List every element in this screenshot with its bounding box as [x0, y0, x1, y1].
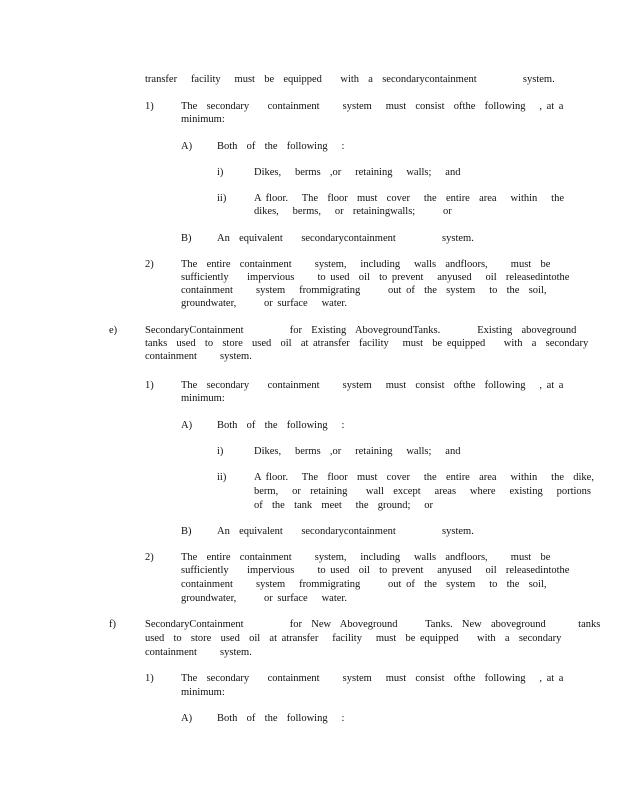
subitem-letter: B)	[181, 526, 192, 537]
item-text-line: minimum:	[181, 393, 225, 404]
section-text-line: tanks used to store used oil at atransfer facility must be equipped with a secondary	[145, 338, 589, 349]
roman-text-line: berm, or retaining wall except areas where existing portions	[254, 486, 591, 497]
item-text-line: The secondary containment system must consist ofthe following , at a	[181, 673, 564, 684]
roman-number: ii)	[217, 472, 227, 483]
subitem-letter: B)	[181, 233, 192, 244]
roman-text-line: dikes, berms, or retainingwalls; or	[254, 206, 452, 217]
subitem-text: Both of the following :	[217, 713, 345, 724]
item-number: 1)	[145, 101, 154, 112]
intro-text-line: transfer facility must be equipped with a secondarycontainment system.	[145, 74, 555, 85]
subitem-letter: A)	[181, 420, 193, 431]
item-text-line: containment system frommigrating out of the system to the soil,	[181, 285, 547, 296]
roman-text-line: Dikes, berms ,or retaining walls; and	[254, 167, 461, 178]
subitem-letter: A)	[181, 713, 193, 724]
subitem-text: Both of the following :	[217, 420, 345, 431]
item-text-line: minimum:	[181, 114, 225, 125]
section-text-line: used to store used oil at atransfer facility must be equipped with a secondary	[145, 633, 562, 644]
item-number: 2)	[145, 552, 154, 563]
roman-text-line: of the tank meet the ground; or	[254, 500, 434, 511]
roman-number: i)	[217, 167, 224, 178]
item-number: 2)	[145, 259, 154, 270]
roman-number: ii)	[217, 193, 227, 204]
subitem-text: An equivalent secondarycontainment system.	[217, 233, 474, 244]
roman-number: i)	[217, 446, 224, 457]
item-text-line: The entire containment system, including walls andfloors, must be	[181, 552, 551, 563]
item-number: 1)	[145, 673, 154, 684]
roman-text-line: A floor. The floor must cover the entire area within the dike,	[254, 472, 594, 483]
section-letter: f)	[109, 619, 116, 630]
section-text-line: containment system.	[145, 351, 252, 362]
roman-text-line: A floor. The floor must cover the entire area within the	[254, 193, 564, 204]
item-text-line: The secondary containment system must consist ofthe following , at a	[181, 101, 564, 112]
section-text-line: SecondaryContainment for Existing AbovegroundTanks. Existing aboveground	[145, 325, 577, 336]
subitem-text: Both of the following :	[217, 141, 345, 152]
item-text-line: sufficiently impervious to used oil to prevent anyused oil releasedintothe	[181, 565, 570, 576]
item-text-line: containment system frommigrating out of the system to the soil,	[181, 579, 547, 590]
item-text-line: groundwater, or surface water.	[181, 298, 347, 309]
section-text-line: containment system.	[145, 647, 252, 658]
section-letter: e)	[109, 325, 118, 336]
subitem-letter: A)	[181, 141, 193, 152]
item-text-line: sufficiently impervious to used oil to prevent anyused oil releasedintothe	[181, 272, 570, 283]
item-text-line: groundwater, or surface water.	[181, 593, 347, 604]
roman-text-line: Dikes, berms ,or retaining walls; and	[254, 446, 461, 457]
subitem-text: An equivalent secondarycontainment system.	[217, 526, 474, 537]
item-text-line: The secondary containment system must consist ofthe following , at a	[181, 380, 564, 391]
section-text-line: SecondaryContainment for New Aboveground Tanks. New aboveground tanks	[145, 619, 601, 630]
item-number: 1)	[145, 380, 154, 391]
item-text-line: The entire containment system, including walls andfloors, must be	[181, 259, 551, 270]
item-text-line: minimum:	[181, 687, 225, 698]
